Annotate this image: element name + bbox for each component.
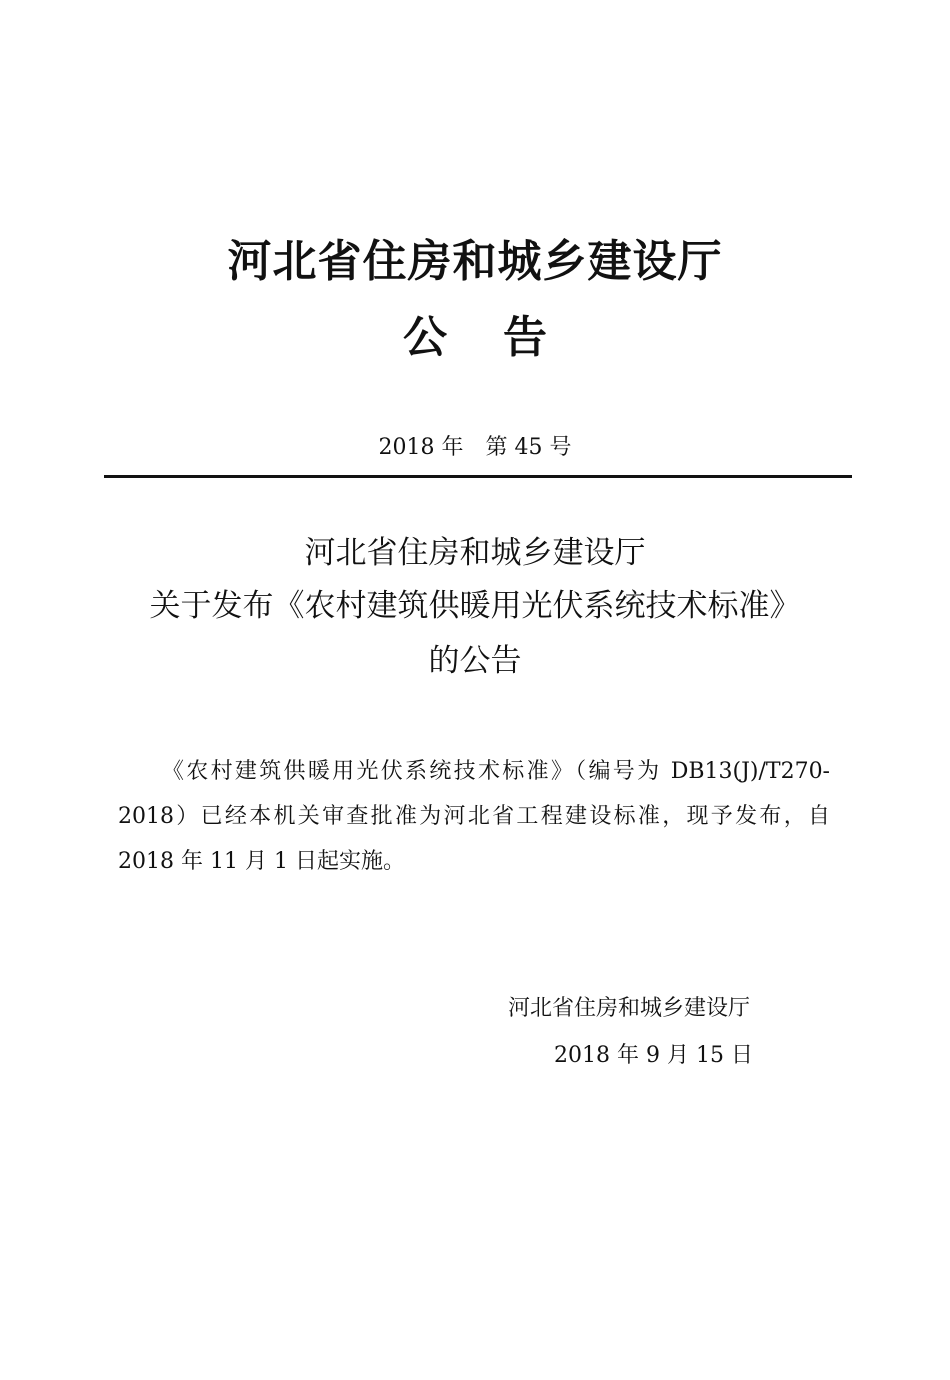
header-divider xyxy=(104,475,852,478)
issuer-heading: 河北省住房和城乡建设厅 xyxy=(227,236,723,287)
document-number xyxy=(0,432,950,464)
announcement-title-line-2: 关于发布《农村建筑供暖用光伏系统技术标准》 xyxy=(149,588,801,624)
document-type-heading xyxy=(0,308,950,368)
signature-organization: 河北省住房和城乡建设厅 xyxy=(508,996,751,1021)
announcement-body: 《农村建筑供暖用光伏系统技术标准》（编号为 DB13(J)/T270-2018）已经本机关审查批准为河北省工程建设标准，现予发布，自 2018 年 11 月 1 日起实施。 xyxy=(118,759,830,874)
signature-date: 2018 年 9 月 15 日 xyxy=(554,1043,753,1068)
document-type-char-2: 告 xyxy=(503,312,547,363)
announcement-title-line-1: 河北省住房和城乡建设厅 xyxy=(304,535,646,571)
announcement-title-line-3: 的公告 xyxy=(428,643,522,679)
document-year: 2018 年 xyxy=(378,435,464,460)
document-serial: 第 45 号 xyxy=(485,435,572,460)
document-type-char-1: 公 xyxy=(403,312,447,363)
